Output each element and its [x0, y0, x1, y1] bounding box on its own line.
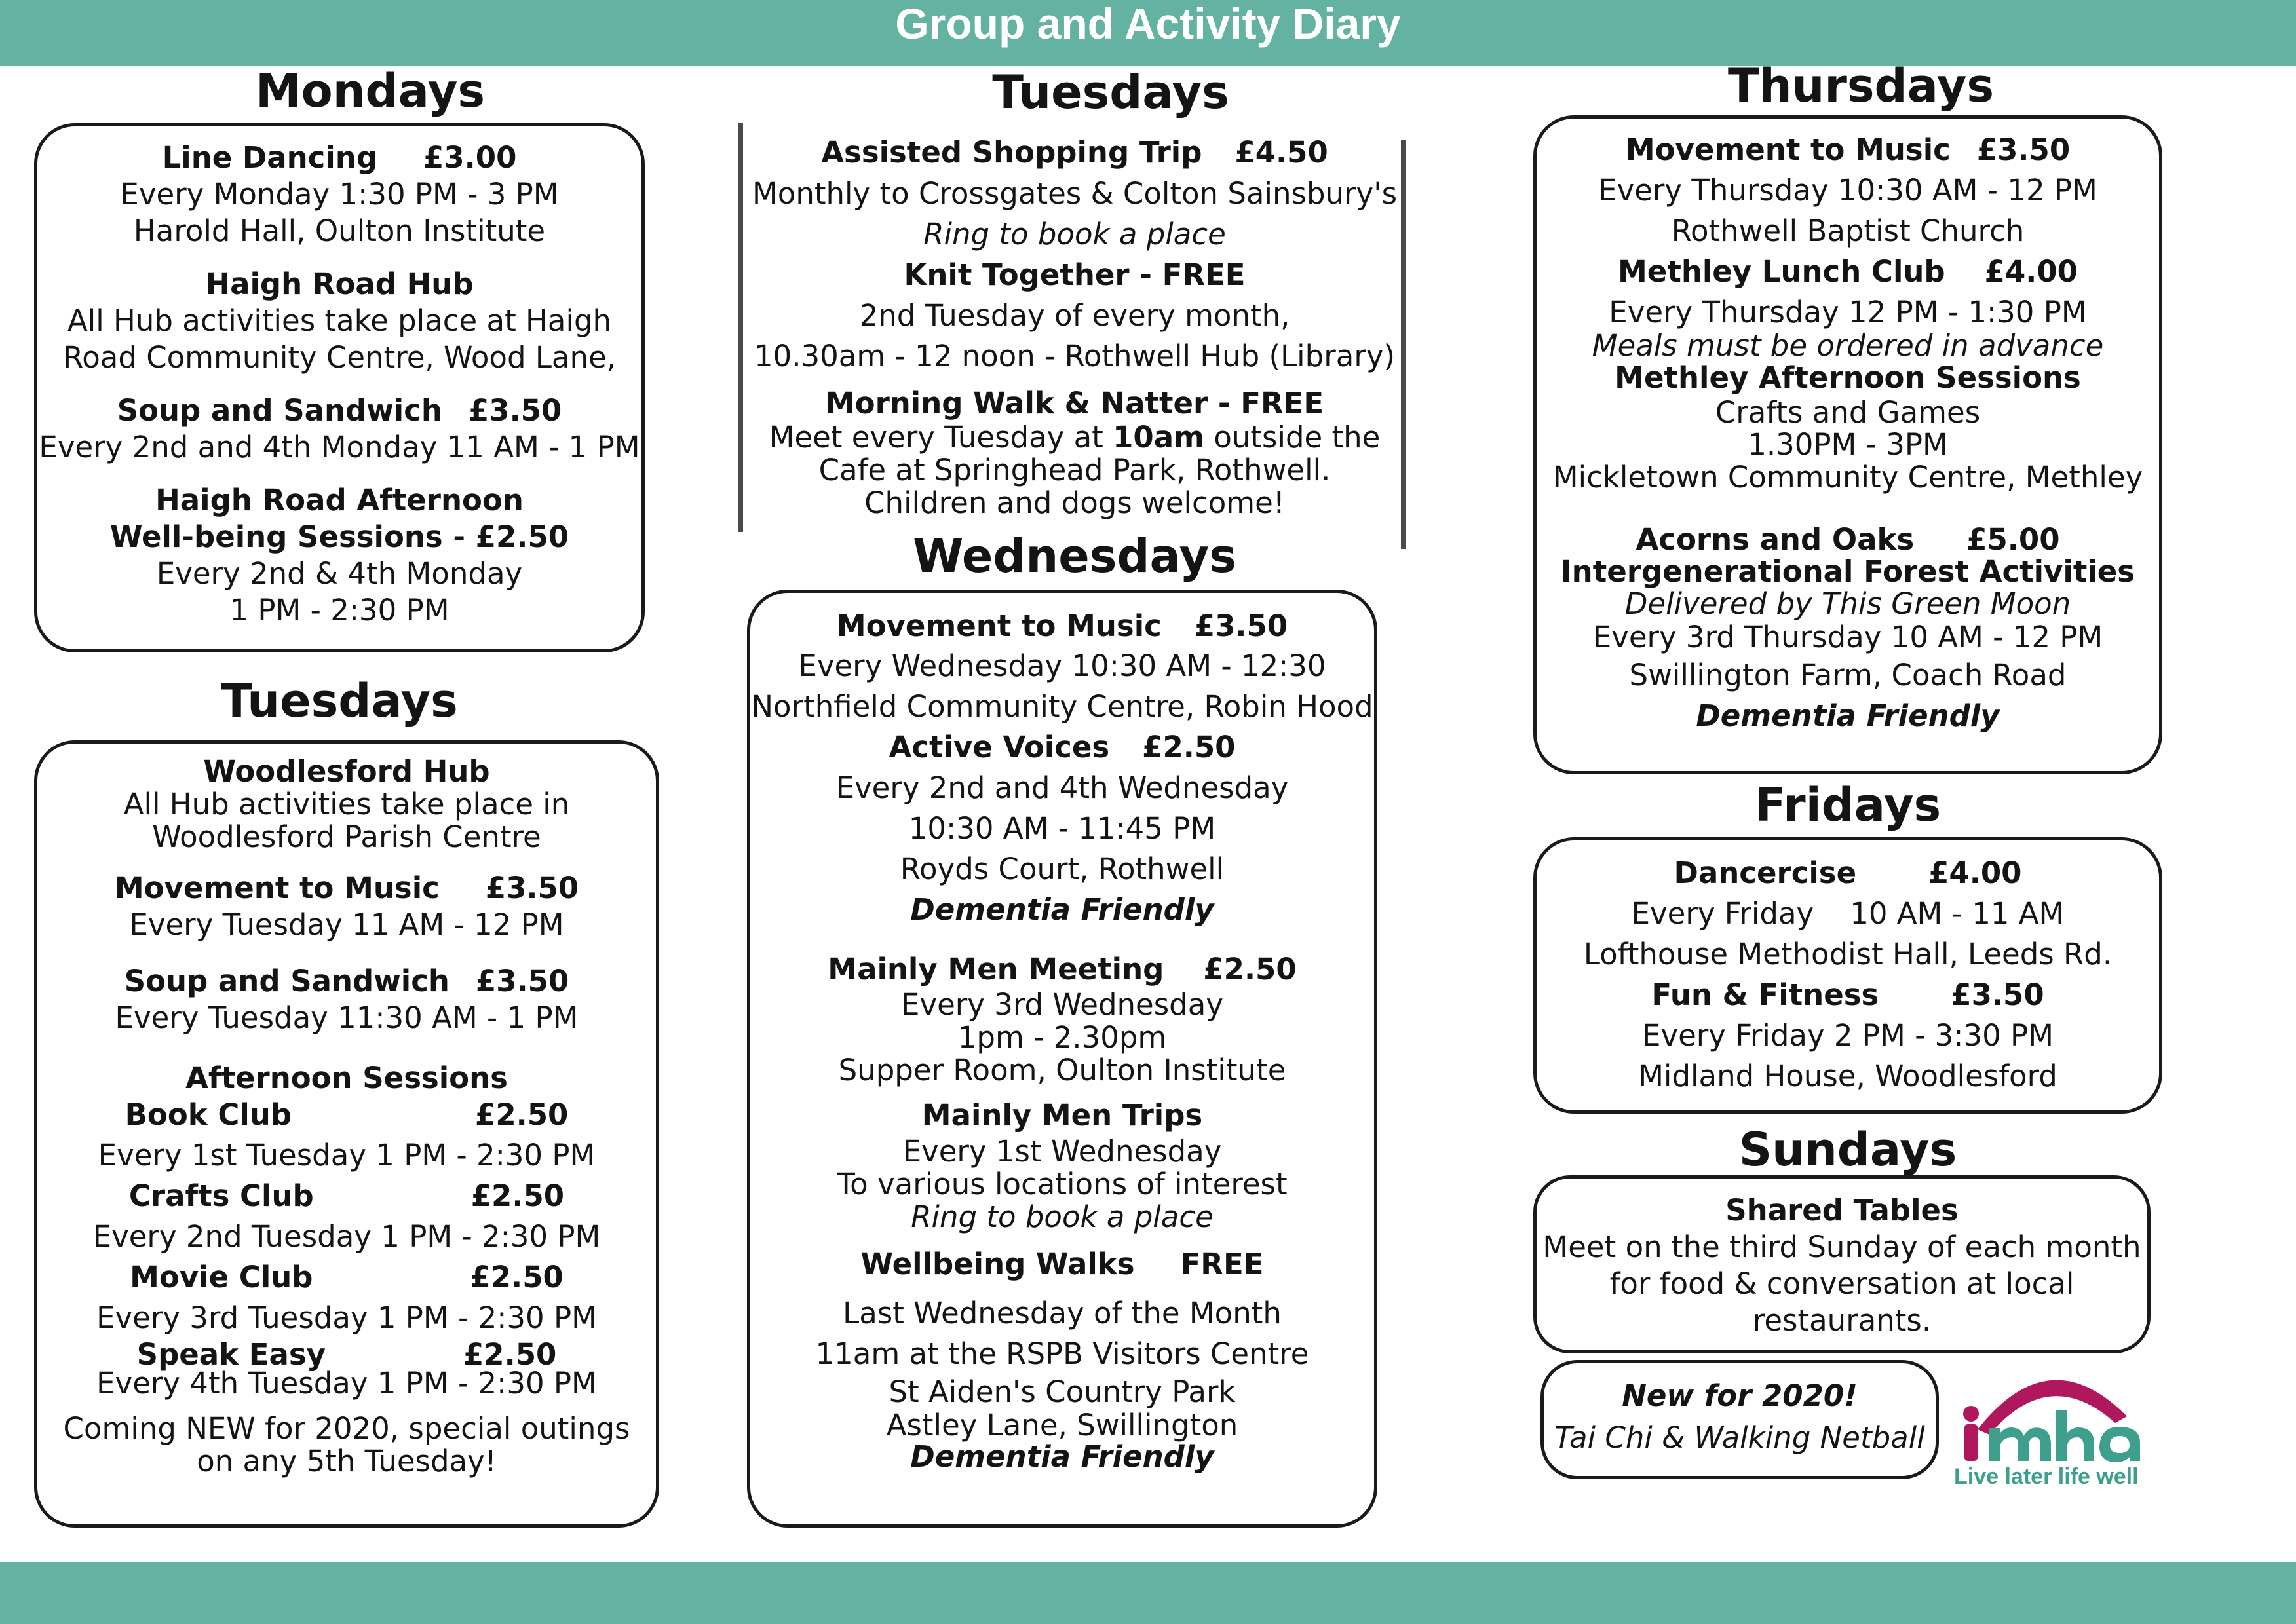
shared-tables-desc-3: restaurants.: [1752, 1303, 1932, 1338]
afternoon-sessions-heading: Afternoon Sessions: [185, 1061, 508, 1095]
haigh-afternoon-title-2: Well-being Sessions - £2.50: [109, 519, 569, 554]
tuesdays-mid-heading: Tuesdays: [992, 66, 1229, 119]
methley-afternoon-desc: Crafts and Games: [1715, 395, 1981, 430]
fridays-list: [1533, 853, 2162, 1097]
new-2020-desc: Tai Chi & Walking Netball: [1554, 1420, 1925, 1455]
mon-soup-when: Every 2nd and 4th Monday 11 AM - 1 PM: [39, 430, 640, 464]
shared-tables-desc-1: Meet on the third Sunday of each month: [1542, 1230, 2141, 1264]
men-trips-note: Ring to book a place: [911, 1199, 1214, 1234]
methley-lunch-note: Meals must be ordered in advance: [1592, 328, 2104, 363]
tue-movement-when: Every Tuesday 11 AM - 12 PM: [129, 907, 564, 942]
shopping-desc: Monthly to Crossgates & Colton Sainsbury's: [752, 176, 1398, 211]
walk-desc-1: Meet every Tuesday at 10am outside the: [769, 420, 1381, 455]
walk-title: Morning Walk & Natter - FREE: [825, 386, 1324, 421]
dancercise-title: Dancercise £4.00: [1674, 856, 2022, 890]
methley-afternoon-where: Mickletown Community Centre, Methley: [1552, 460, 2143, 495]
wellbeing-walks-note: Dementia Friendly: [910, 1439, 1214, 1474]
methley-afternoon-when: 1.30PM - 3PM: [1748, 427, 1948, 462]
thu-movement-when: Every Thursday 10:30 AM - 12 PM: [1598, 173, 2097, 208]
fun-fitness-title: Fun & Fitness £3.50: [1651, 977, 2044, 1012]
active-voices-note: Dementia Friendly: [910, 892, 1214, 927]
wellbeing-walks-where-1: 11am at the RSPB Visitors Centre: [815, 1336, 1309, 1371]
acorns-where: Swillington Farm, Coach Road: [1629, 658, 2067, 692]
tuesdays-left-list: [34, 755, 659, 1478]
wednesdays-list: [747, 607, 1377, 1473]
diary-title: Group and Activity Diary: [895, 0, 1401, 48]
tue-soup-title: Soup and Sandwich £3.50: [124, 964, 569, 998]
tue-soup-when: Every Tuesday 11:30 AM - 1 PM: [115, 1000, 579, 1035]
speak-easy-when: Every 4th Tuesday 1 PM - 2:30 PM: [96, 1366, 597, 1401]
speak-easy-title: Speak Easy £2.50: [136, 1337, 557, 1372]
tue-movement-title: Movement to Music £3.50: [114, 871, 579, 905]
men-meeting-title: Mainly Men Meeting £2.50: [828, 952, 1297, 987]
methley-afternoon-title: Methley Afternoon Sessions: [1615, 360, 2081, 395]
men-meeting-where: Supper Room, Oulton Institute: [838, 1053, 1286, 1087]
mondays-list: [34, 140, 645, 629]
walk-desc-2: Cafe at Springhead Park, Rothwell.: [818, 453, 1331, 487]
knit-title: Knit Together - FREE: [904, 257, 1246, 292]
fridays-heading: Fridays: [1754, 778, 1942, 832]
wed-movement-where: Northfield Community Centre, Robin Hood: [751, 689, 1373, 724]
wellbeing-walks-where-2: St Aiden's Country Park: [889, 1374, 1236, 1409]
mondays-heading: Mondays: [255, 64, 486, 118]
acorns-when: Every 3rd Thursday 10 AM - 12 PM: [1592, 620, 2103, 654]
haigh-hub-desc-2: Road Community Centre, Wood Lane,: [63, 340, 616, 375]
coming-new-2: on any 5th Tuesday!: [197, 1444, 497, 1479]
fun-fitness-when: Every Friday 2 PM - 3:30 PM: [1642, 1018, 2054, 1053]
movie-club-title: Movie Club £2.50: [130, 1260, 564, 1294]
haigh-afternoon-when-1: Every 2nd & 4th Monday: [156, 556, 523, 591]
dancercise-when: Every Friday 10 AM - 11 AM: [1631, 896, 2065, 931]
line-dancing-when: Every Monday 1:30 PM - 3 PM: [120, 177, 559, 212]
footer-band: [0, 1562, 2296, 1624]
coming-new-1: Coming NEW for 2020, special outings: [63, 1411, 630, 1446]
haigh-hub-desc-1: All Hub activities take place at Haigh: [67, 303, 612, 338]
men-trips-where: To various locations of interest: [837, 1167, 1288, 1201]
active-voices-where: Royds Court, Rothwell: [900, 852, 1225, 886]
acorns-note: Dementia Friendly: [1696, 698, 2000, 733]
active-voices-when-1: Every 2nd and 4th Wednesday: [835, 770, 1289, 805]
knit-when-1: 2nd Tuesday of every month,: [859, 298, 1290, 333]
knit-when-2: 10.30am - 12 noon - Rothwell Hub (Library): [754, 339, 1396, 373]
wednesdays-heading: Wednesdays: [913, 529, 1236, 583]
acorns-by: Delivered by This Green Moon: [1624, 586, 2071, 621]
haigh-hub-title: Haigh Road Hub: [205, 267, 474, 301]
walk-desc-3: Children and dogs welcome!: [864, 485, 1285, 520]
wellbeing-walks-title: Wellbeing Walks FREE: [860, 1247, 1264, 1281]
active-voices-when-2: 10:30 AM - 11:45 PM: [908, 811, 1216, 846]
acorns-title: Acorns and Oaks £5.00: [1636, 522, 2060, 557]
haigh-afternoon-title-1: Haigh Road Afternoon: [155, 483, 524, 518]
wellbeing-walks-when: Last Wednesday of the Month: [843, 1296, 1282, 1331]
sundays-heading: Sundays: [1738, 1123, 1957, 1177]
haigh-afternoon-when-2: 1 PM - 2:30 PM: [229, 593, 450, 628]
new-2020-list: [1540, 1374, 1939, 1458]
wellbeing-walks-where-3: Astley Lane, Swillington: [886, 1408, 1238, 1443]
book-club-title: Book Club £2.50: [124, 1097, 569, 1132]
woodlesford-hub-title: Woodlesford Hub: [203, 754, 490, 789]
shopping-title: Assisted Shopping Trip £4.50: [821, 135, 1328, 170]
thursdays-list: [1533, 130, 2162, 736]
wed-movement-when: Every Wednesday 10:30 AM - 12:30: [798, 649, 1326, 683]
crafts-club-title: Crafts Club £2.50: [128, 1179, 565, 1213]
sundays-list: [1533, 1192, 2151, 1339]
tuesdays-mid-left-rule: [738, 123, 743, 532]
shared-tables-title: Shared Tables: [1725, 1193, 1959, 1228]
men-meeting-when-2: 1pm - 2.30pm: [957, 1020, 1167, 1055]
tuesdays-mid-list: [747, 132, 1402, 519]
tuesdays-left-heading: Tuesdays: [221, 674, 458, 728]
men-meeting-when-1: Every 3rd Wednesday: [901, 987, 1223, 1022]
methley-lunch-when: Every Thursday 12 PM - 1:30 PM: [1609, 295, 2087, 330]
logo-tagline: Live later life well: [1954, 1464, 2139, 1489]
crafts-club-when: Every 2nd Tuesday 1 PM - 2:30 PM: [92, 1219, 601, 1254]
wed-movement-title: Movement to Music £3.50: [836, 609, 1288, 643]
book-club-when: Every 1st Tuesday 1 PM - 2:30 PM: [98, 1138, 596, 1173]
woodlesford-hub-desc-2: Woodlesford Parish Centre: [152, 820, 541, 854]
men-trips-when: Every 1st Wednesday: [902, 1134, 1222, 1169]
thu-movement-where: Rothwell Baptist Church: [1671, 214, 2025, 248]
men-trips-title: Mainly Men Trips: [921, 1098, 1203, 1133]
shopping-note: Ring to book a place: [923, 217, 1226, 252]
shared-tables-desc-2: for food & conversation at local: [1609, 1266, 2075, 1301]
line-dancing-where: Harold Hall, Oulton Institute: [133, 214, 546, 248]
woodlesford-hub-desc-1: All Hub activities take place in: [123, 787, 570, 821]
movie-club-when: Every 3rd Tuesday 1 PM - 2:30 PM: [96, 1300, 597, 1335]
dancercise-where: Lofthouse Methodist Hall, Leeds Rd.: [1583, 937, 2113, 972]
mon-soup-title: Soup and Sandwich £3.50: [117, 393, 562, 428]
methley-lunch-title: Methley Lunch Club £4.00: [1618, 254, 2078, 289]
active-voices-title: Active Voices £2.50: [889, 730, 1236, 765]
fun-fitness-where: Midland House, Woodlesford: [1638, 1059, 2057, 1093]
thursdays-heading: Thursdays: [1727, 59, 1995, 113]
new-2020-title: New for 2020!: [1622, 1378, 1858, 1413]
thu-movement-title: Movement to Music £3.50: [1625, 132, 2071, 167]
line-dancing-title: Line Dancing £3.00: [162, 140, 517, 175]
acorns-title-2: Intergenerational Forest Activities: [1560, 554, 2135, 589]
